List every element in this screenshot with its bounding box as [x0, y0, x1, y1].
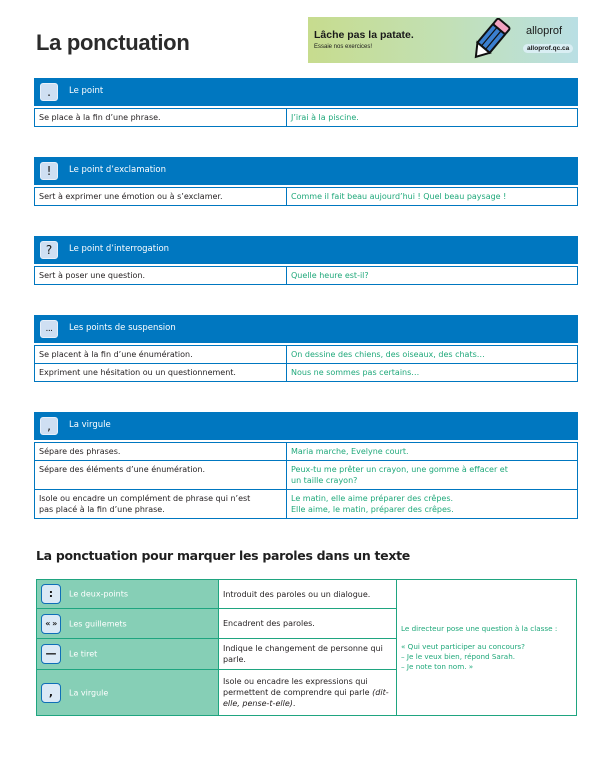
punctuation-name-cell: [37, 639, 219, 670]
dash-icon: —: [41, 644, 61, 664]
example-line: « Qui veut participer au concours?: [401, 641, 525, 651]
punctuation-name: La virgule: [69, 688, 109, 697]
punctuation-name-cell: [37, 609, 219, 639]
rule-example: Quelle heure est-il?: [287, 267, 578, 285]
ellipsis-icon: ...: [40, 320, 58, 338]
table-row: [35, 346, 578, 364]
punctuation-name: Le deux-points: [69, 589, 129, 599]
punctuation-name: Les guillemets: [69, 619, 127, 628]
example-line: Elle aime, le matin, préparer des crêpes.: [291, 505, 454, 514]
comma-icon: ,: [41, 683, 61, 703]
dialogue-example: [397, 580, 577, 716]
rule-example: [287, 461, 578, 490]
description-italic: (dit-elle, pense-t-elle): [223, 688, 389, 708]
example-line: Peux-tu me prêter un crayon, une gomme à effacer et: [291, 465, 508, 474]
colon-icon: :: [41, 584, 61, 604]
section-comma: [34, 412, 578, 519]
punctuation-name-cell: [37, 580, 219, 609]
page-title: La ponctuation: [36, 30, 190, 55]
section-header: [34, 78, 578, 106]
rule-description: Expriment une hésitation ou un questionnement.: [35, 364, 287, 382]
punctuation-name-cell: [37, 670, 219, 716]
section-suspension: [34, 315, 578, 382]
speech-punctuation-table: [36, 579, 577, 716]
section-table: [34, 108, 578, 127]
table-row: [35, 364, 578, 382]
alloprof-banner[interactable]: [308, 17, 578, 63]
section-title: La virgule: [69, 420, 111, 430]
description-line: Isole ou encadre un complément de phrase qui n’est: [39, 494, 251, 503]
punctuation-name: Le tiret: [69, 649, 98, 659]
rule-example: J’irai à la piscine.: [287, 109, 578, 127]
section-exclamation: [34, 157, 578, 206]
exclamation-icon: !: [40, 162, 58, 180]
section-table: [34, 266, 578, 285]
section-point: [34, 78, 578, 127]
rule-example: Comme il fait beau aujourd’hui ! Quel beau paysage !: [287, 188, 578, 206]
description-end: .: [292, 699, 296, 708]
punctuation-description: Indique le changement de personne qui parle.: [219, 639, 397, 670]
rule-example: Maria marche, Evelyne court.: [287, 443, 578, 461]
section-header: [34, 412, 578, 440]
section-table: [34, 187, 578, 206]
table-row: [35, 188, 578, 206]
rule-description: Sépare des éléments d’une énumération.: [35, 461, 287, 490]
description-line: pas placé à la fin d’une phrase.: [39, 505, 165, 514]
period-icon: .: [40, 83, 58, 101]
section-subtitle: La ponctuation pour marquer les paroles dans un texte: [36, 548, 410, 563]
description-text: Isole ou encadre les expressions qui permettent de comprendre qui parle: [223, 677, 370, 697]
banner-url[interactable]: alloprof.qc.ca: [523, 44, 573, 53]
table-row: [35, 490, 578, 519]
table-row: [37, 580, 577, 609]
rule-description: [35, 490, 287, 519]
section-title: Le point: [69, 86, 104, 96]
quotation-marks-icon: « »: [41, 614, 61, 634]
table-row: [35, 109, 578, 127]
section-header: [34, 236, 578, 264]
table-row: [35, 461, 578, 490]
punctuation-description: Introduit des paroles ou un dialogue.: [219, 580, 397, 609]
section-interrogation: [34, 236, 578, 285]
banner-title: Lâche pas la patate.: [314, 29, 414, 41]
section-title: Les points de suspension: [69, 323, 176, 333]
section-table: [34, 442, 578, 519]
rule-example: [287, 490, 578, 519]
rule-description: Se place à la fin d’une phrase.: [35, 109, 287, 127]
rule-example: Nous ne sommes pas certains…: [287, 364, 578, 382]
rule-description: Sépare des phrases.: [35, 443, 287, 461]
section-title: Le point d’exclamation: [69, 165, 166, 175]
example-line: – Je note ton nom. »: [401, 661, 474, 671]
section-title: Le point d’interrogation: [69, 244, 170, 254]
banner-subtitle: Essaie nos exercices!: [314, 44, 373, 50]
rule-description: Se placent à la fin d’une énumération.: [35, 346, 287, 364]
question-mark-icon: ?: [40, 241, 58, 259]
example-intro: Le directeur pose une question à la classe :: [401, 623, 558, 633]
rule-description: Sert à exprimer une émotion ou à s’exclamer.: [35, 188, 287, 206]
table-row: [35, 443, 578, 461]
comma-icon: ,: [40, 417, 58, 435]
section-table: [34, 345, 578, 382]
punctuation-description: [219, 670, 397, 716]
example-line: Le matin, elle aime préparer des crêpes.: [291, 494, 454, 503]
rule-example: On dessine des chiens, des oiseaux, des chats…: [287, 346, 578, 364]
example-line: – Je le veux bien, répond Sarah.: [401, 651, 516, 661]
table-row: [35, 267, 578, 285]
pencil-icon: [466, 18, 514, 62]
example-line: un taille crayon?: [291, 476, 358, 485]
rule-description: Sert à poser une question.: [35, 267, 287, 285]
section-header: [34, 157, 578, 185]
section-header: [34, 315, 578, 343]
banner-brand: alloprof: [526, 25, 563, 37]
punctuation-description: Encadrent des paroles.: [219, 609, 397, 639]
